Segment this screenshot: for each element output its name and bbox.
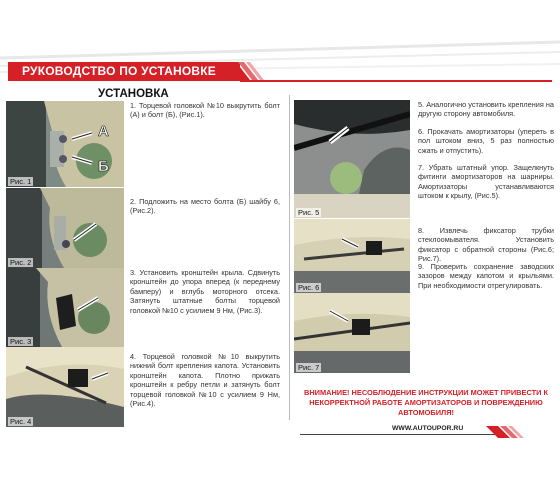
step-4-text: 4. Торцевой головкой №10 выкрутить нижний болт крепления капота. Установить кронштейн капота. Плотно прижать кронштейн к ребру петли и затянуть болт торцевой головкой №10 с усилием 9 Нм, (Рис.4). <box>130 352 280 409</box>
footer-url[interactable]: WWW.AUTOUPOR.RU <box>392 425 464 432</box>
step-5-text: 5. Аналогично установить крепления на другую сторону автомобиля. <box>418 100 554 119</box>
step-8-text: 8. Извлечь фиксатор трубки стеклоомывателя. Установить фиксатор с обратной стороны (Рис.6; Рис.7). <box>418 226 554 264</box>
figure-1-label-a: А <box>98 123 109 140</box>
figure-1-caption: Рис. 1 <box>10 177 32 186</box>
warning-text: ВНИМАНИЕ! НЕСОБЛЮДЕНИЕ ИНСТРУКЦИИ МОЖЕТ ПРИВЕСТИ К НЕКОРРЕКТНОЙ РАБОТЕ АМОРТИЗАТОРОВ И ПОВРЕЖДЕНИЮ АВТОМОБИЛЯ! <box>303 388 548 417</box>
figure-2-caption: Рис. 2 <box>10 258 32 267</box>
figure-3-photo <box>6 268 124 347</box>
step-2-text: 2. Подложить на место болта (Б) шайбу 6, (Рис.2). <box>130 197 280 216</box>
figure-6-photo <box>294 219 410 293</box>
column-divider <box>289 95 290 420</box>
step-3-text: 3. Установить кронштейн крыла. Сдвинуть кронштейн до упора вперед (к переднему бамперу) и вглубь моторного отсека. Затянуть штатные болты торцевой головкой №10 с усилием 9 Нм, (Рис.3). <box>130 268 280 315</box>
figure-7-photo <box>294 293 410 373</box>
figure-1-photo <box>6 101 124 187</box>
figure-7-caption: Рис. 7 <box>298 363 320 372</box>
footer-rule <box>300 434 506 435</box>
step-6-text: 6. Прокачать амортизаторы (упереть в пол штоком вниз, 5 раз полностью сжать и отпустить). <box>418 127 554 155</box>
figure-1-label-b: Б <box>98 158 109 175</box>
figure-4-caption: Рис. 4 <box>10 417 32 426</box>
figure-5-photo <box>294 100 410 218</box>
figure-2-photo <box>6 188 124 268</box>
step-1-text: 1. Торцевой головкой №10 выкрутить болт (А) и болт (Б), (Рис.1). <box>130 101 280 120</box>
figure-5-caption: Рис. 5 <box>298 208 320 217</box>
step-9-text: 9. Проверить сохранение заводских зазоров между капотом и крыльями. При необходимости отрегулировать. <box>418 262 554 290</box>
section-title: УСТАНОВКА <box>98 88 169 100</box>
header-title: РУКОВОДСТВО ПО УСТАНОВКЕ <box>22 64 216 78</box>
figure-4-photo <box>6 347 124 427</box>
header-rule <box>240 80 552 82</box>
step-7-text: 7. Убрать штатный упор. Защелкнуть фитинги амортизаторов на шарниры. Амортизаторы устанавливаются штоком к крылу, (Рис.5). <box>418 163 554 201</box>
footer-stripes-decoration <box>486 424 532 440</box>
figure-3-caption: Рис. 3 <box>10 337 32 346</box>
figure-6-caption: Рис. 6 <box>298 283 320 292</box>
